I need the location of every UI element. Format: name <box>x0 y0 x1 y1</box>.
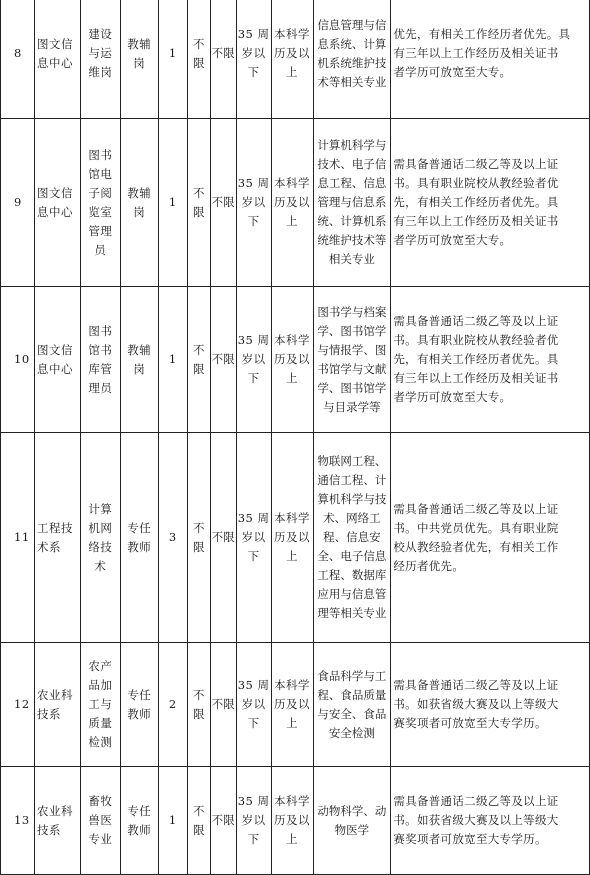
cell-education <box>271 0 313 119</box>
cell-education-line: 历及以 <box>274 352 311 366</box>
cell-post-type-line: 专任 <box>127 803 152 818</box>
cell-gender <box>187 287 210 433</box>
cell-ethnicity: 不限 <box>210 119 236 287</box>
cell-department-line: 农业科 <box>36 687 73 702</box>
cell-education-line: 本科学 <box>274 794 311 808</box>
cell-education <box>271 119 313 287</box>
cell-gender-line: 不 <box>192 36 205 51</box>
cell-major <box>313 643 391 767</box>
cell-ethnicity: 不限 <box>210 433 236 643</box>
cell-education-line: 上 <box>286 549 299 563</box>
cell-major <box>313 433 391 643</box>
cell-age <box>236 767 271 875</box>
cell-headcount: 1 <box>158 287 187 433</box>
cell-major-line: 品安全检测 <box>328 706 387 740</box>
cell-position-line: 质量 <box>88 716 113 730</box>
cell-post-type-line: 专任 <box>127 687 152 702</box>
cell-major-line: 程、信息安 <box>323 530 381 544</box>
cell-position-line: 图书 <box>88 147 113 162</box>
cell-major-line: 量与安全、食 <box>317 687 387 721</box>
cell-major-line: 与技术、电子 <box>317 138 387 171</box>
table-row <box>1 433 590 643</box>
cell-major-line: 工程、食品质 <box>317 668 387 702</box>
cell-post-type <box>120 643 158 767</box>
cell-requirements-line: 赛奖项者可放宽至大专学历。 <box>393 832 547 846</box>
cell-age-line: 岁以 <box>241 697 266 711</box>
cell-education-line: 历及以 <box>274 46 311 60</box>
cell-major-line: 息管理与信 <box>317 176 387 209</box>
cell-major-line: 馆学与目录 <box>323 380 387 414</box>
cell-position-line: 与运 <box>88 46 113 60</box>
cell-requirements-line: 先，有相关工作经历者优先。具 <box>393 195 559 209</box>
cell-position-line: 馆书 <box>88 342 113 357</box>
cell-position-line: 览室 <box>88 204 113 219</box>
cell-requirements-line: 有三年以上工作经历及相关证书 <box>393 371 559 385</box>
cell-requirements-line: 者学历可放宽至大专。 <box>393 233 512 247</box>
cell-post-type-line: 教辅 <box>127 342 152 357</box>
cell-requirements-line: 需具备普通话二级乙等及以上证 <box>393 157 559 171</box>
cell-age-line: 下 <box>247 832 260 846</box>
cell-major-line: 机系统维护 <box>317 214 387 247</box>
cell-major <box>313 767 391 875</box>
cell-requirements-line: 先，有相关工作经历者优先。具 <box>393 352 559 366</box>
cell-headcount: 1 <box>158 119 187 287</box>
cell-age-line: 35 周 <box>237 678 270 692</box>
cell-education-line: 本科学 <box>274 27 311 41</box>
cell-requirements <box>391 433 590 643</box>
cell-education-line: 上 <box>286 832 299 846</box>
cell-age-line: 岁以 <box>241 813 266 827</box>
cell-age-line: 岁以 <box>241 530 266 544</box>
cell-major <box>313 119 391 287</box>
cell-education-line: 本科学 <box>274 176 311 190</box>
cell-major-line: 应用与信息 <box>317 587 375 601</box>
cell-requirements-line: 需具备普通话二级乙等及以上证 <box>393 314 559 328</box>
table-row <box>1 0 590 119</box>
cell-major-line: 通信工程、计 <box>317 473 387 487</box>
cell-department-line: 图文信 <box>36 36 73 51</box>
cell-requirements-line: 者学历可放宽至大专。 <box>393 65 512 79</box>
cell-education <box>271 287 313 433</box>
cell-gender-line: 不 <box>192 185 205 200</box>
cell-major-line: 图书学与档 <box>317 304 375 319</box>
cell-requirements-line: 者学历可放宽至大专。 <box>393 390 512 404</box>
cell-number: 12 <box>1 643 35 767</box>
cell-education-line: 历及以 <box>274 530 311 544</box>
cell-gender <box>187 433 210 643</box>
cell-department-line: 农业科 <box>36 803 73 818</box>
cell-department-line: 息中心 <box>36 204 73 219</box>
cell-post-type-line: 岗 <box>133 361 146 376</box>
cell-age <box>236 0 271 119</box>
cell-department <box>34 119 80 287</box>
cell-headcount: 3 <box>158 433 187 643</box>
cell-education-line: 上 <box>286 65 299 79</box>
cell-post-type-line: 教辅 <box>127 185 152 200</box>
cell-education-line: 历及以 <box>274 195 311 209</box>
cell-number: 9 <box>1 119 35 287</box>
cell-major-line: 图书馆学与 <box>317 342 387 376</box>
cell-post-type <box>120 119 158 287</box>
cell-position <box>80 0 120 119</box>
cell-requirements-line: 书。中共党员优先。具有职业院 <box>393 520 559 535</box>
cell-major-line: 学等 <box>357 399 381 414</box>
cell-requirements <box>391 0 590 119</box>
cell-gender-line: 不 <box>192 803 205 818</box>
cell-position <box>80 433 120 643</box>
cell-gender-line: 不 <box>192 342 205 357</box>
cell-age-line: 下 <box>247 716 260 730</box>
cell-education-line: 上 <box>286 214 299 228</box>
cell-gender-line: 限 <box>192 822 205 837</box>
cell-gender-line: 不 <box>192 687 205 702</box>
table-row <box>1 643 590 767</box>
cell-requirements-line: 有三年以上工作经历及相关证书 <box>393 46 559 60</box>
cell-requirements <box>391 119 590 287</box>
cell-number: 11 <box>1 433 35 643</box>
cell-major-line: 食品科学与 <box>317 668 375 683</box>
cell-position-line: 络技 <box>88 539 113 554</box>
cell-major-line: 技术等相关 <box>317 55 387 89</box>
cell-position-line: 维岗 <box>88 65 113 79</box>
cell-major-line: 信息管理与信 <box>317 17 387 32</box>
cell-major-line: 技术、网络工 <box>323 492 387 525</box>
cell-age <box>236 643 271 767</box>
cell-age-line: 下 <box>247 549 260 563</box>
cell-department-line: 工程技 <box>36 520 73 535</box>
cell-position-line: 工与 <box>88 697 113 711</box>
cell-position-line: 子阅 <box>88 185 113 200</box>
cell-department <box>34 767 80 875</box>
cell-position-line: 专业 <box>88 832 113 846</box>
cell-age-line: 35 周 <box>237 176 270 190</box>
cell-major-line: 专业 <box>363 606 387 620</box>
cell-position-line: 检测 <box>88 735 113 749</box>
cell-age-line: 下 <box>247 371 260 385</box>
cell-education-line: 本科学 <box>274 511 311 525</box>
cell-post-type-line: 教师 <box>127 822 152 837</box>
cell-education-line: 历及以 <box>274 697 311 711</box>
cell-department-line: 图文信 <box>36 342 73 357</box>
cell-position-line: 馆电 <box>88 166 113 181</box>
cell-requirements <box>391 767 590 875</box>
cell-education <box>271 433 313 643</box>
cell-major-line: 全、电子信息 <box>317 549 387 563</box>
cell-major-line: 专业 <box>351 252 375 266</box>
cell-major-line: 信息工程、信 <box>317 157 387 190</box>
cell-education <box>271 767 313 875</box>
cell-number: 13 <box>1 767 35 875</box>
cell-requirements-line: 校从教经验者优先，有相关工作 <box>393 539 559 554</box>
cell-requirements <box>391 643 590 767</box>
cell-requirements-line: 书。具有职业院校从教经验者优 <box>393 333 559 347</box>
cell-gender-line: 不 <box>192 520 205 535</box>
cell-gender <box>187 0 210 119</box>
cell-major-line: 管理等相关 <box>317 587 387 620</box>
cell-major-line: 机系统维护 <box>317 55 375 70</box>
cell-major-line: 案学、图书馆 <box>317 304 387 338</box>
cell-post-type-line: 教师 <box>127 706 152 721</box>
cell-age-line: 岁以 <box>241 352 266 366</box>
cell-major-line: 技术等相关 <box>328 233 387 266</box>
cell-position-line: 计算 <box>88 501 113 516</box>
cell-major-line: 工程、数据库 <box>317 568 387 582</box>
cell-number: 8 <box>1 0 35 119</box>
cell-requirements-line: 有三年以上工作经历及相关证书 <box>393 214 559 228</box>
cell-major-line: 算机科学与 <box>317 492 375 506</box>
cell-post-type-line: 教辅 <box>127 36 152 51</box>
cell-major <box>313 0 391 119</box>
cell-requirements-line: 需具备普通话二级乙等及以上证 <box>393 501 559 516</box>
cell-department-line: 图文信 <box>36 185 73 200</box>
cell-major-line: 息系统、计算 <box>317 36 387 51</box>
cell-position <box>80 119 120 287</box>
cell-department-line: 技系 <box>36 822 61 837</box>
cell-headcount: 2 <box>158 643 187 767</box>
cell-requirements-line: 经历者优先。 <box>393 558 465 573</box>
cell-major-line: 息系统、计算 <box>317 195 387 228</box>
cell-department <box>34 287 80 433</box>
cell-education-line: 本科学 <box>274 333 311 347</box>
cell-department-line: 息中心 <box>36 361 73 376</box>
cell-major-line: 专业 <box>363 74 387 89</box>
cell-post-type-line: 专任 <box>127 520 152 535</box>
cell-major-line: 学与情报学、 <box>317 323 387 357</box>
cell-position-line: 兽医 <box>88 813 113 827</box>
cell-ethnicity: 不限 <box>210 767 236 875</box>
cell-age <box>236 287 271 433</box>
cell-age <box>236 119 271 287</box>
cell-gender-line: 限 <box>192 539 205 554</box>
cell-requirements-line: 书。如获省级大赛及以上等级大 <box>393 813 559 827</box>
cell-department-line: 术系 <box>36 539 61 554</box>
cell-position-line: 图书 <box>88 323 113 338</box>
cell-position-line: 管理 <box>88 223 113 238</box>
cell-position-line: 员 <box>94 242 107 257</box>
cell-major-line: 文献学、图书 <box>317 361 387 395</box>
cell-age-line: 岁以 <box>241 195 266 209</box>
cell-education-line: 历及以 <box>274 813 311 827</box>
cell-department-line: 技系 <box>36 706 61 721</box>
cell-gender-line: 限 <box>192 204 205 219</box>
cell-department-line: 息中心 <box>36 55 73 70</box>
table-row <box>1 119 590 287</box>
cell-requirements-line: 需具备普通话二级乙等及以上证 <box>393 678 559 692</box>
cell-position-line: 建设 <box>88 27 113 41</box>
cell-education-line: 本科学 <box>274 678 311 692</box>
cell-major-line: 计算机科学 <box>317 138 375 152</box>
cell-post-type <box>120 767 158 875</box>
table-row <box>1 287 590 433</box>
cell-age-line: 35 周 <box>237 333 270 347</box>
cell-gender-line: 限 <box>192 55 205 70</box>
cell-department <box>34 643 80 767</box>
cell-post-type-line: 岗 <box>133 204 146 219</box>
cell-major <box>313 287 391 433</box>
cell-post-type <box>120 0 158 119</box>
cell-department <box>34 0 80 119</box>
cell-age-line: 35 周 <box>237 794 270 808</box>
cell-position-line: 农产 <box>88 659 113 673</box>
cell-ethnicity: 不限 <box>210 287 236 433</box>
cell-headcount: 1 <box>158 767 187 875</box>
cell-requirements-line: 书。如获省级大赛及以上等级大 <box>393 697 559 711</box>
cell-ethnicity: 不限 <box>210 0 236 119</box>
cell-position-line: 品加 <box>88 678 113 692</box>
cell-requirements-line: 赛奖项者可放宽至大专学历。 <box>393 716 547 730</box>
cell-position <box>80 767 120 875</box>
cell-position-line: 畜牧 <box>88 794 113 808</box>
cell-education-line: 上 <box>286 716 299 730</box>
cell-age <box>236 433 271 643</box>
cell-post-type <box>120 433 158 643</box>
cell-post-type-line: 教师 <box>127 539 152 554</box>
cell-position-line: 库管 <box>88 361 113 376</box>
cell-position-line: 理员 <box>88 380 113 395</box>
cell-position <box>80 643 120 767</box>
cell-age-line: 35 周 <box>237 27 270 41</box>
cell-position-line: 术 <box>94 558 107 573</box>
cell-age-line: 下 <box>247 65 260 79</box>
cell-major-line: 动物科学、动 <box>317 803 387 818</box>
cell-gender-line: 限 <box>192 706 205 721</box>
cell-number: 10 <box>1 287 35 433</box>
cell-department <box>34 433 80 643</box>
cell-requirements-line: 优先，有相关工作经历者优先。具 <box>393 27 571 41</box>
cell-post-type-line: 岗 <box>133 55 146 70</box>
cell-ethnicity: 不限 <box>210 643 236 767</box>
cell-requirements <box>391 287 590 433</box>
cell-gender <box>187 643 210 767</box>
table-row <box>1 767 590 875</box>
cell-headcount: 1 <box>158 0 187 119</box>
cell-gender-line: 限 <box>192 361 205 376</box>
cell-age-line: 岁以 <box>241 46 266 60</box>
cell-post-type <box>120 287 158 433</box>
cell-major-line: 物联网工程、 <box>317 454 387 468</box>
cell-age-line: 下 <box>247 214 260 228</box>
cell-age-line: 35 周 <box>237 511 270 525</box>
cell-requirements-line: 需具备普通话二级乙等及以上证 <box>393 794 559 808</box>
cell-gender <box>187 767 210 875</box>
cell-education <box>271 643 313 767</box>
cell-gender <box>187 119 210 287</box>
cell-position <box>80 287 120 433</box>
cell-requirements-line: 书。具有职业院校从教经验者优 <box>393 176 559 190</box>
cell-position-line: 机网 <box>88 520 113 535</box>
cell-education-line: 上 <box>286 371 299 385</box>
cell-major-line: 物医学 <box>334 822 370 837</box>
